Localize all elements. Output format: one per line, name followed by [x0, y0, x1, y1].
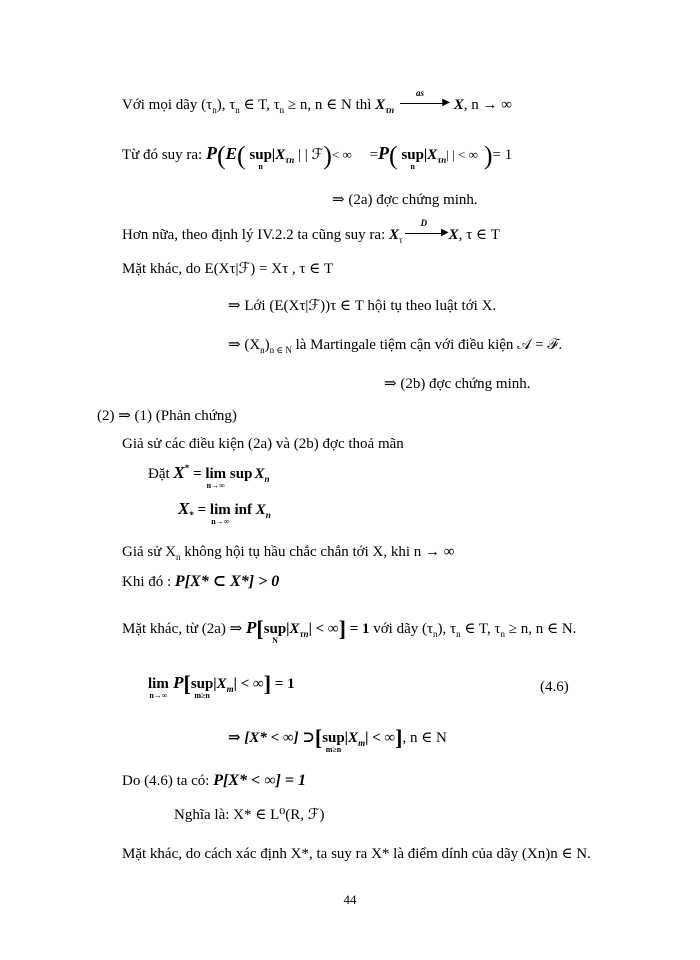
sup-operator: sup m≥n — [190, 676, 214, 700]
math-expr: |X — [344, 730, 359, 746]
line-7 — [228, 338, 562, 355]
math-var: X — [254, 466, 265, 482]
text: sup — [226, 466, 253, 482]
text: Mặt khác, từ (2a) ⇒ — [122, 621, 243, 637]
subscript: n — [265, 510, 271, 520]
math-expr: |X — [213, 676, 227, 692]
text: , n ∈ N — [402, 730, 447, 746]
line-16 — [148, 673, 295, 700]
text: = 1 — [345, 621, 370, 637]
subscript: n — [264, 474, 270, 484]
page-number: 44 — [343, 892, 357, 907]
text: inf — [230, 502, 256, 518]
math-expr: P[X* ⊂ X*] > 0 — [174, 573, 280, 590]
text: ) — [264, 337, 270, 353]
math-var: X — [173, 463, 185, 482]
subscript: n — [235, 105, 240, 115]
paren: ) — [483, 141, 493, 170]
superscript: * — [184, 463, 190, 473]
line-5: Mặt khác, do E(Xτ|ℱ) = Xτ , τ ∈ T — [122, 261, 334, 277]
text: Khi đó : — [122, 574, 172, 590]
lim-operator: lim n→∞ — [148, 676, 169, 700]
math-var: P — [378, 143, 390, 163]
math-var: X — [255, 502, 266, 518]
subscript: n — [500, 629, 505, 639]
text: | < ∞ — [365, 730, 396, 746]
text: , τ ∈ T — [458, 227, 500, 243]
math-var: X — [389, 227, 400, 243]
line-13 — [122, 545, 454, 562]
bracket: [ — [183, 671, 191, 696]
text: ∈ T, τ — [239, 97, 280, 113]
text: = — [193, 502, 210, 518]
lim-operator: lim n→∞ — [209, 502, 231, 526]
subscript: n — [175, 552, 181, 562]
text: Đặt — [148, 466, 170, 482]
math-expr: [X* < ∞] ⊃ — [244, 730, 315, 746]
converge-d-arrow: D ▶ — [403, 225, 449, 239]
line-1 — [122, 88, 512, 115]
text: Do (4.6) ta có: — [122, 773, 210, 789]
line-9: (2) ⇒ (1) (Phản chứng) — [97, 408, 237, 424]
text: là Martingale tiệm cận với điều kiện 𝒜 = ℱ. — [291, 337, 563, 353]
bracket: ] — [263, 671, 272, 696]
math-var: X — [453, 97, 464, 113]
bracket: ] — [395, 725, 403, 750]
math-expr: P[X* < ∞] = 1 — [213, 772, 306, 789]
subscript: n ∈ N — [269, 345, 292, 355]
text: = — [369, 147, 379, 163]
paren: ( — [236, 141, 246, 170]
subscript: m — [226, 684, 234, 694]
line-12 — [178, 500, 271, 526]
subscript: n — [456, 629, 461, 639]
subscript: τn — [285, 155, 295, 165]
subscript: τn — [437, 155, 447, 165]
text: ), τ — [437, 621, 457, 637]
math-expr: |X — [271, 147, 286, 163]
lim-operator: lim n→∞ — [205, 466, 227, 490]
subscript: n — [279, 105, 285, 115]
arrow-label: as — [415, 88, 424, 98]
line-19: Nghĩa là: X* ∈ L⁰(R, ℱ) — [174, 807, 325, 823]
paren: ( — [389, 141, 398, 170]
text: = 1 — [492, 147, 513, 163]
text: Giả sử X — [122, 544, 176, 560]
bracket: [ — [256, 616, 264, 641]
subscript: τ — [399, 235, 403, 245]
math-var: X — [178, 499, 190, 518]
text: | | < ∞ — [446, 147, 478, 162]
paren: ) — [323, 141, 332, 170]
line-8: ⇒ (2b) đợc chứng minh. — [384, 376, 531, 392]
text: Với mọi dãy (τ — [122, 97, 213, 113]
sup-operator: sup n — [401, 147, 424, 171]
subscript: n — [212, 105, 217, 115]
subscript: n — [260, 345, 265, 355]
subscript: * — [189, 510, 194, 520]
converge-as-arrow: as ▶ — [398, 95, 450, 109]
line-14 — [122, 574, 279, 590]
sup-operator: sup n — [249, 147, 272, 171]
line-2 — [122, 143, 512, 171]
sup-operator: sup N — [263, 621, 287, 645]
text: ≥ n, n ∈ N thì — [284, 97, 372, 113]
text: = — [189, 466, 206, 482]
line-6: ⇒ Lới (E(Xτ|ℱ))τ ∈ T hội tụ theo luật tới X. — [228, 298, 497, 314]
subscript: n — [433, 629, 438, 639]
math-expr: |X — [424, 147, 438, 163]
line-10: Giả sử các điều kiện (2a) và (2b) đợc thoả mãn — [122, 436, 404, 452]
math-var: P — [168, 673, 184, 692]
math-var: E — [225, 144, 237, 163]
math-var: X — [375, 97, 386, 113]
line-18 — [122, 773, 306, 789]
subscript: τn — [385, 105, 395, 115]
line-3: ⇒ (2a) đợc chứng minh. — [332, 192, 478, 208]
line-11 — [148, 464, 269, 490]
sup-operator: sup m≥n — [322, 730, 345, 754]
line-4 — [122, 218, 500, 245]
arrow-label: D — [420, 218, 428, 228]
math-var: P — [205, 143, 217, 163]
text: < ∞ — [331, 147, 352, 162]
text: ⇒ (X — [228, 337, 261, 353]
text: ≥ n, n ∈ N. — [504, 621, 577, 637]
text: Hơn nữa, theo định lý IV.2.2 ta cũng suy ra: — [122, 227, 386, 243]
text: Từ đó suy ra: — [122, 147, 203, 163]
line-17 — [228, 727, 447, 754]
text: ), τ — [216, 97, 236, 113]
paren: ( — [216, 141, 226, 170]
bracket: [ — [314, 725, 323, 750]
text: ⇒ — [228, 730, 241, 746]
bracket: ] — [338, 616, 346, 641]
subscript: m — [358, 738, 366, 748]
line-20: Mặt khác, do cách xác định X*, ta suy ra X* là điểm dính của dãy (Xn)n ∈ N. — [122, 846, 591, 862]
text: , n → ∞ — [463, 97, 512, 113]
line-15 — [122, 618, 576, 645]
equation-number: (4.6) — [540, 679, 569, 695]
text: với dãy (τ — [373, 621, 434, 637]
math-expr: |X — [286, 621, 300, 637]
text: | < ∞ — [233, 676, 264, 692]
text: không hội tụ hầu chắc chắn tới X, khi n → ∞ — [180, 544, 455, 560]
math-var: P — [246, 618, 257, 637]
text: | < ∞ — [308, 621, 339, 637]
subscript: τn — [299, 629, 309, 639]
text: = 1 — [271, 676, 295, 692]
math-expr: | | ℱ — [297, 147, 324, 163]
text: ∈ T, τ — [460, 621, 501, 637]
math-var: X — [448, 227, 459, 243]
